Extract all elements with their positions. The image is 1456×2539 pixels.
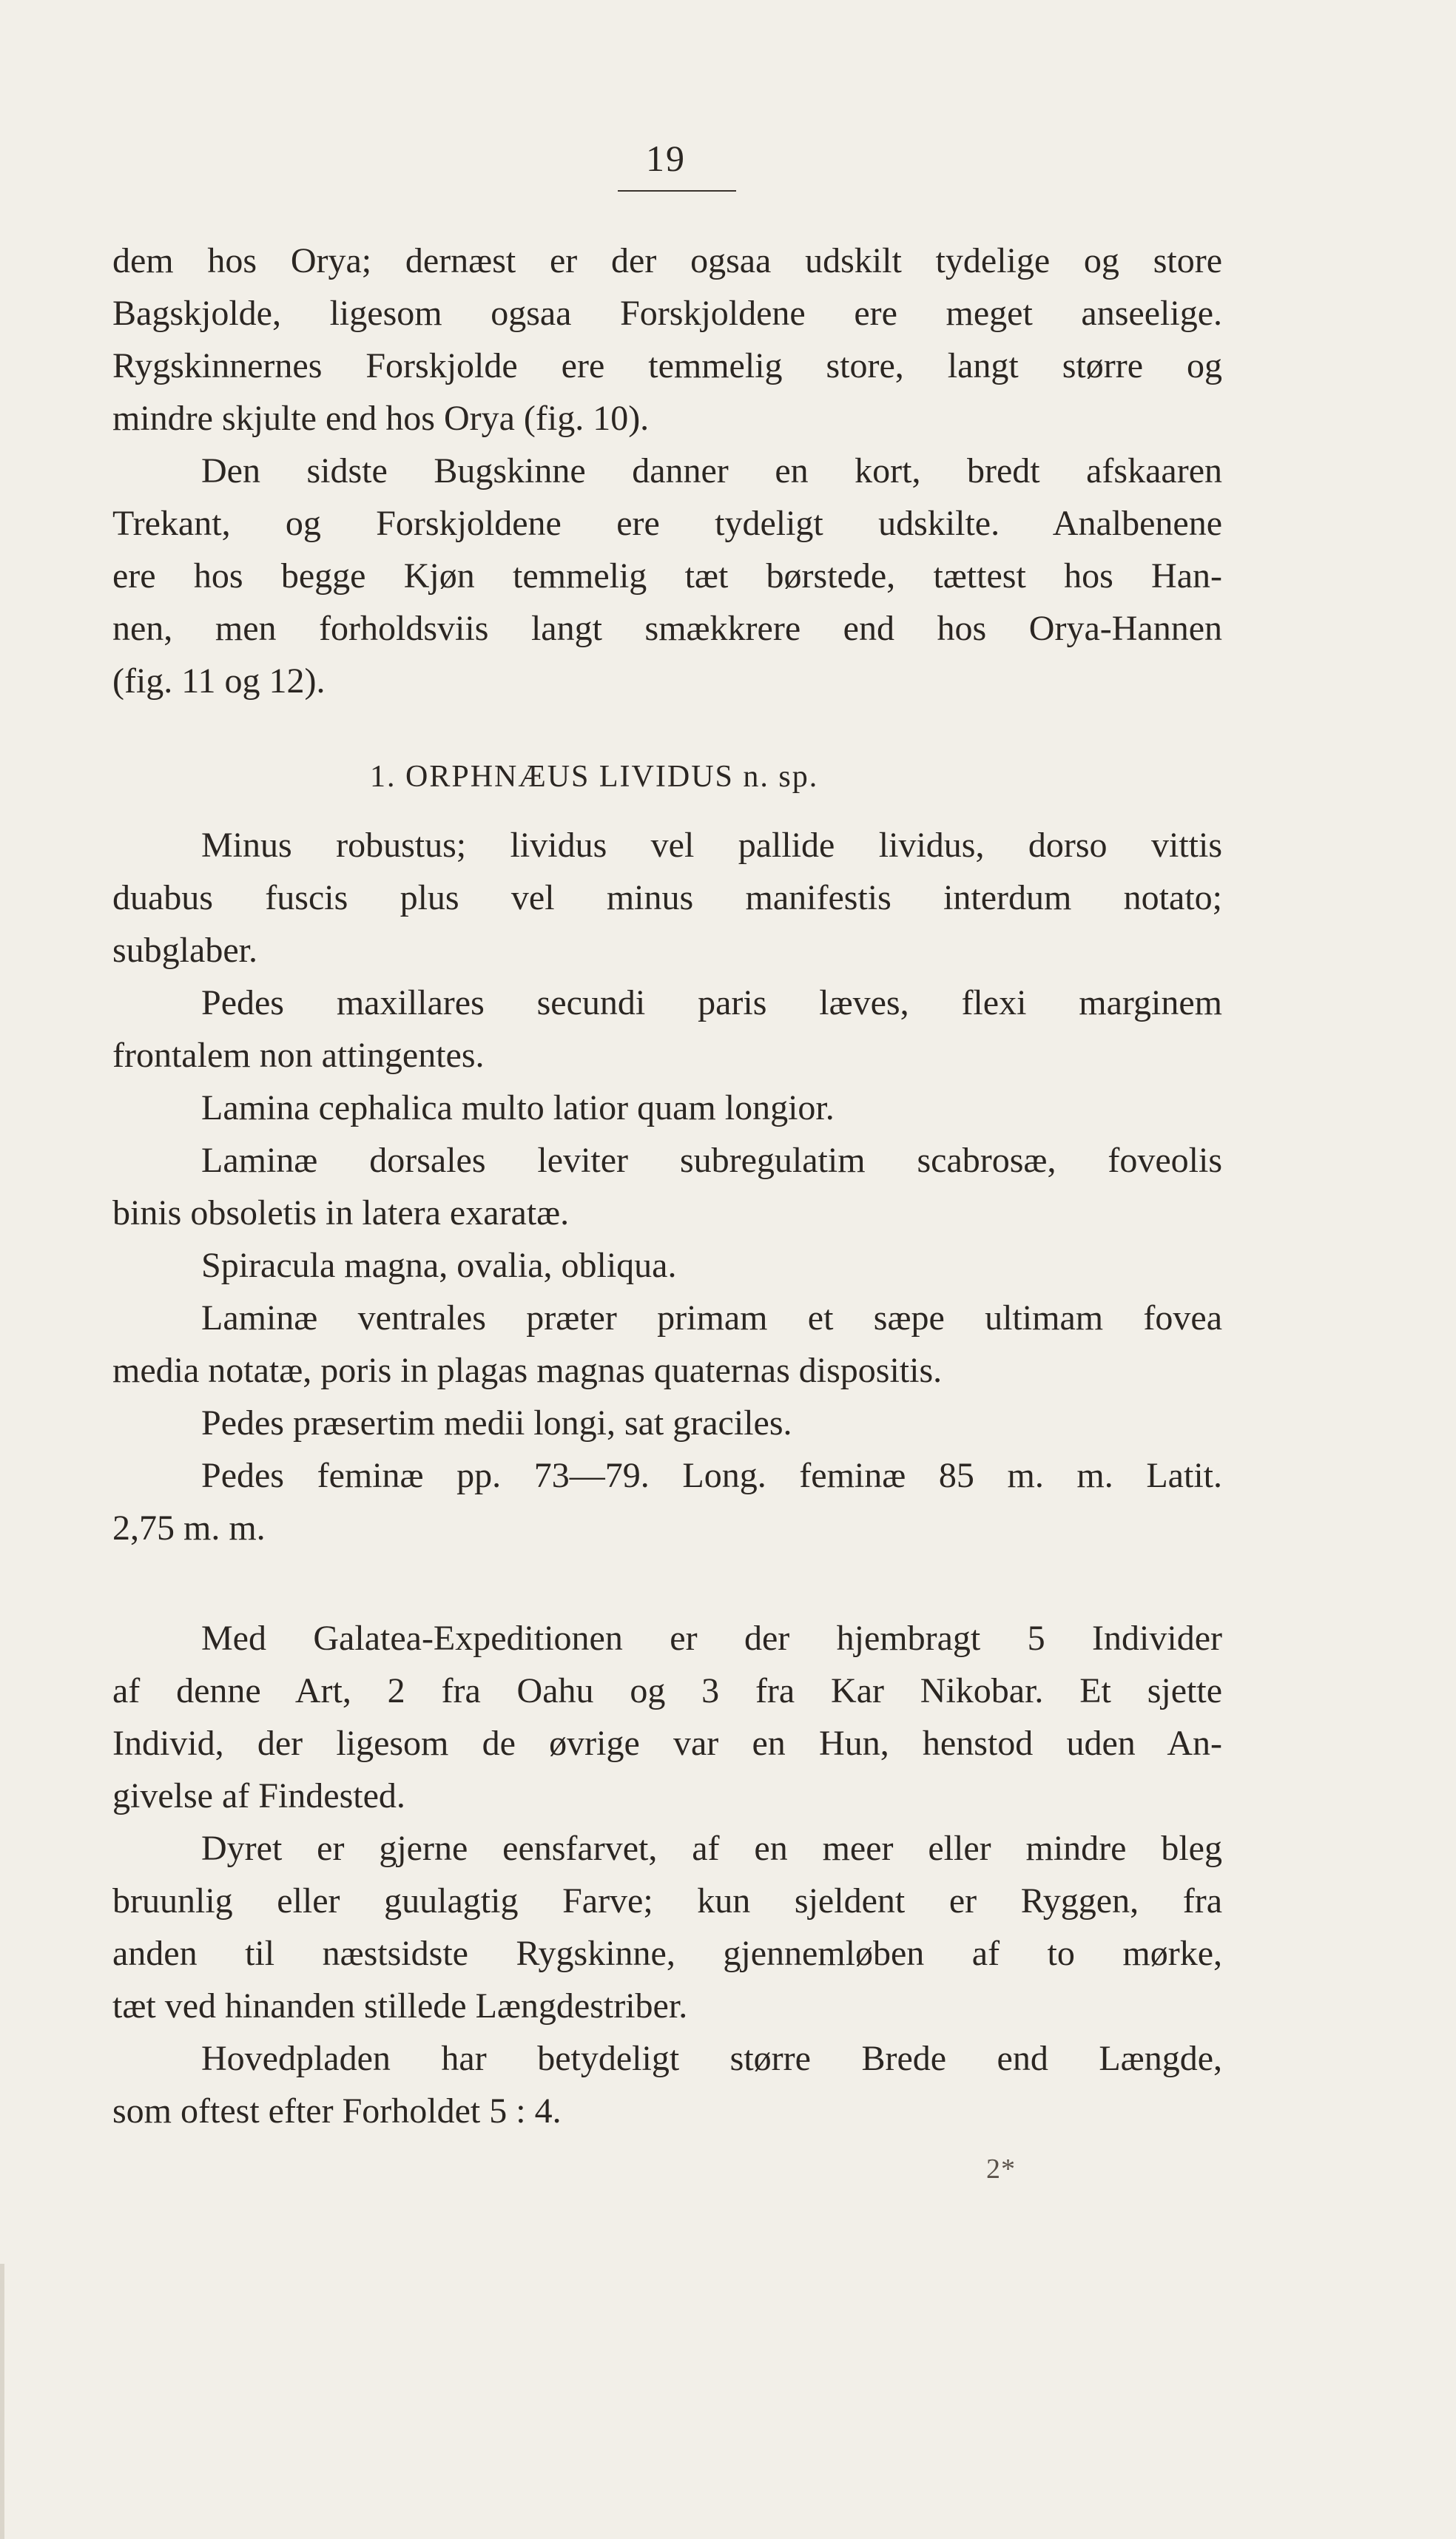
text-line: Laminæ dorsales leviter subregulatim scabrosæ, foveolis: [201, 1141, 1222, 1180]
signature-mark: 2*: [986, 2154, 1016, 2185]
text-line: binis obsoletis in latera exaratæ.: [112, 1193, 570, 1233]
text-line: tæt ved hinanden stillede Længdestriber.: [112, 1986, 688, 2026]
text-line: Pedes feminæ pp. 73—79. Long. feminæ 85 m. m. Latit.: [201, 1456, 1222, 1495]
text-line: nen, men forholdsviis langt smækkrere end hos Orya-Hannen: [112, 609, 1222, 648]
species-heading: 1. ORPHNÆUS LIVIDUS n. sp.: [370, 760, 819, 794]
text-line: Minus robustus; lividus vel pallide lividus, dorso vittis: [201, 826, 1222, 865]
page-number-rule: [618, 190, 736, 192]
text-line: anden til næstsidste Rygskinne, gjennemløben af to mørke,: [112, 1934, 1222, 1973]
text-line: ere hos begge Kjøn temmelig tæt børstede, tættest hos Han-: [112, 556, 1222, 596]
text-line: som oftest efter Forholdet 5 : 4.: [112, 2091, 562, 2131]
text-line: bruunlig eller guulagtig Farve; kun sjeldent er Ryggen, fra: [112, 1881, 1222, 1921]
text-line: subglaber.: [112, 931, 257, 970]
text-line: Pedes maxillares secundi paris læves, flexi marginem: [201, 983, 1222, 1022]
text-line: Pedes præsertim medii longi, sat graciles.: [201, 1403, 792, 1443]
text-line: (fig. 11 og 12).: [112, 661, 326, 701]
text-line: Trekant, og Forskjoldene ere tydeligt udskilte. Analbenene: [112, 504, 1222, 543]
text-line: frontalem non attingentes.: [112, 1036, 485, 1075]
text-line: Hovedpladen har betydeligt større Brede end Længde,: [201, 2039, 1222, 2078]
text-line: 2,75 m. m.: [112, 1508, 266, 1548]
text-line: Individ, der ligesom de øvrige var en Hun, henstod uden An-: [112, 1724, 1222, 1763]
text-line: af denne Art, 2 fra Oahu og 3 fra Kar Nikobar. Et sjette: [112, 1671, 1222, 1710]
text-line: Den sidste Bugskinne danner en kort, bredt afskaaren: [201, 451, 1222, 490]
text-line: mindre skjulte end hos Orya (fig. 10).: [112, 399, 650, 438]
text-line: Dyret er gjerne eensfarvet, af en meer eller mindre bleg: [201, 1829, 1222, 1868]
text-line: Laminæ ventrales præter primam et sæpe ultimam fovea: [201, 1298, 1222, 1338]
text-line: dem hos Orya; dernæst er der ogsaa udskilt tydelige og store: [112, 241, 1222, 280]
text-line: media notatæ, poris in plagas magnas quaternas dispositis.: [112, 1351, 943, 1390]
text-line: duabus fuscis plus vel minus manifestis interdum notato;: [112, 878, 1222, 917]
text-line: Spiracula magna, ovalia, obliqua.: [201, 1246, 677, 1285]
text-line: Bagskjolde, ligesom ogsaa Forskjoldene ere meget anseelige.: [112, 294, 1222, 333]
text-line: Lamina cephalica multo latior quam longior.: [201, 1088, 835, 1127]
text-line: Rygskinnernes Forskjolde ere temmelig store, langt større og: [112, 346, 1222, 385]
text-line: givelse af Findested.: [112, 1776, 405, 1815]
page-edge-shadow: [0, 2264, 4, 2539]
page-number: 19: [646, 138, 686, 179]
text-line: Med Galatea-Expeditionen er der hjembragt 5 Individer: [201, 1619, 1222, 1658]
